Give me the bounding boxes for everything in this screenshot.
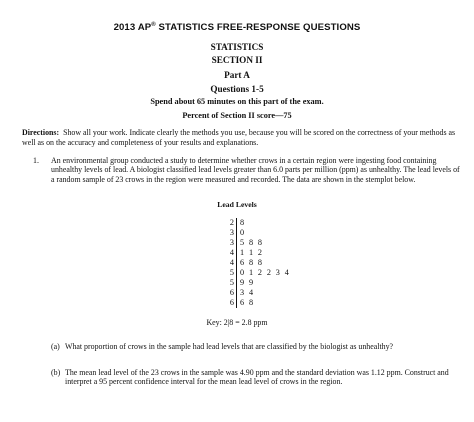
stem-value: 6: [229, 298, 234, 307]
stemplot-row: [228, 298, 290, 308]
question-number: 1.: [33, 156, 39, 165]
stemplot-row: [228, 258, 290, 268]
stem-value: 6: [229, 288, 234, 297]
directions-label: Directions:: [22, 128, 60, 137]
section-heading: SECTION II: [211, 55, 263, 65]
leaf-values: 9 9: [236, 278, 254, 288]
leaf-values: 8: [236, 218, 246, 228]
stemplot-row: [228, 268, 290, 278]
stemplot: [228, 218, 290, 308]
directions: [22, 128, 462, 148]
score-weight: Percent of Section II score—75: [182, 111, 292, 120]
leaf-values: 0 1 2 2 3 4: [236, 268, 290, 278]
leaf-values: 6 8 8: [236, 258, 263, 268]
stem-value: 5: [229, 278, 234, 287]
stemplot-row: [228, 288, 290, 298]
stem-value: 2: [229, 218, 234, 227]
question-text: An environmental group conducted a study to determine whether crows in a certain region were ingesting food containing unhealthy levels of lead. A biologist classified lead levels greater than 6.0 parts per million (ppm) as unhealthy. The lead levels of a random sample of 23 crows in the region were measured and recorded. The data are shown in the stemplot below.: [51, 156, 460, 184]
leaf-values: 3 4: [236, 288, 254, 298]
part-b-text: The mean lead level of the 23 crows in the sample was 4.90 ppm and the standard deviation was 1.12 ppm. Construct and interpret a 95 percent confidence interval for the mean lead level of crows in the region.: [65, 368, 449, 387]
stemplot-row: [228, 228, 290, 238]
stem-value: 3: [229, 238, 234, 247]
stemplot-row: [228, 278, 290, 288]
stem-value: 5: [229, 268, 234, 277]
page-title: 2013 AP® STATISTICS FREE-RESPONSE QUESTIONS: [113, 22, 361, 34]
leaf-values: 1 1 2: [236, 248, 263, 258]
stem-value: 4: [229, 248, 234, 257]
subject-heading: STATISTICS: [210, 42, 264, 52]
part-a-text: What proportion of crows in the sample had lead levels that are classified by the biologist as unhealthy?: [65, 342, 394, 351]
stem-value: 4: [229, 258, 234, 267]
questions-heading: Questions 1-5: [210, 84, 264, 94]
stemplot-row: [228, 248, 290, 258]
time-instruction: Spend about 65 minutes on this part of the exam.: [150, 97, 324, 106]
leaf-values: 0: [236, 228, 246, 238]
stemplot-row: [228, 218, 290, 228]
part-a-label: (a): [51, 342, 60, 351]
part-heading: Part A: [224, 70, 250, 80]
directions-text: Show all your work. Indicate clearly the methods you use, because you will be scored on the correctness of your methods as well as on the accuracy and completeness of your results and explanations.: [22, 128, 456, 147]
part-b-label: (b): [51, 368, 61, 377]
stem-value: 3: [229, 228, 234, 237]
stemplot-title: Lead Levels: [217, 200, 257, 209]
leaf-values: 5 8 8: [236, 238, 263, 248]
leaf-values: 6 8: [236, 298, 254, 308]
stemplot-key: Key: 2|8 = 2.8 ppm: [206, 318, 268, 327]
stemplot-row: [228, 238, 290, 248]
